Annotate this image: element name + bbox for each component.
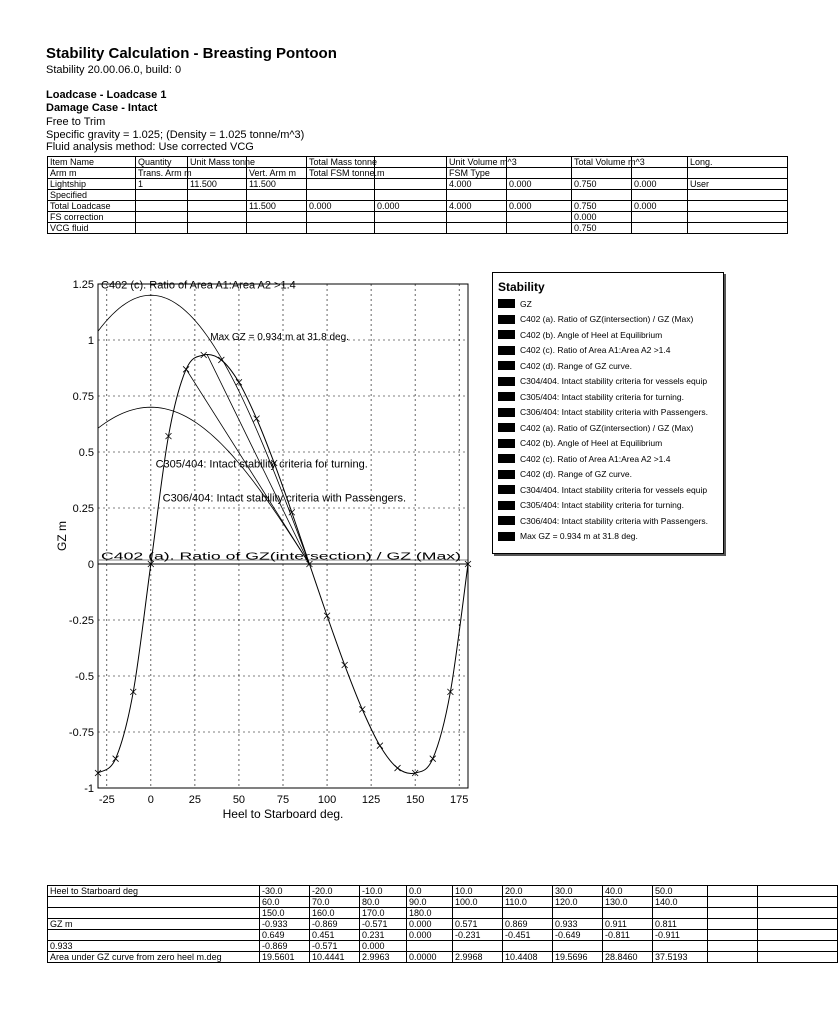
header-cell: [375, 168, 447, 179]
row-label: [48, 897, 260, 908]
legend-item: [498, 498, 723, 514]
gz-row: [48, 919, 838, 930]
chart-annotation: C305/404: Intact stability criteria for turning.: [155, 458, 368, 471]
legend-swatch: [498, 516, 515, 525]
table-cell: [653, 941, 708, 952]
table-cell: [758, 941, 838, 952]
header-cell: Item Name: [48, 157, 136, 168]
table-cell: 160.0: [310, 908, 360, 919]
table-cell: [688, 190, 788, 201]
table-cell: [708, 930, 758, 941]
row-label: GZ m: [48, 919, 260, 930]
gz-point-marker: [342, 662, 348, 668]
table-cell: [188, 201, 247, 212]
table-cell: 30.0: [553, 886, 603, 897]
header-cell: Total Volume m^3: [572, 157, 632, 168]
table-cell: [247, 190, 307, 201]
table-cell: [708, 886, 758, 897]
table-cell: [758, 886, 838, 897]
table-cell: 2.9963: [360, 952, 407, 963]
trim-text: Free to Trim: [46, 116, 106, 128]
legend-label: C305/404: Intact stability criteria for turning.: [520, 500, 684, 511]
x-tick-label: 50: [232, 794, 246, 806]
table-cell: 37.5193: [653, 952, 708, 963]
legend-item: [498, 358, 723, 374]
legend-item: [498, 436, 723, 452]
header-cell: Trans. Arm m: [136, 168, 188, 179]
y-tick-label: -0.75: [68, 727, 94, 739]
y-tick-label: -0.25: [68, 615, 94, 627]
table-cell: -10.0: [360, 886, 407, 897]
table-cell: 0.933: [553, 919, 603, 930]
header-cell: Vert. Arm m: [247, 168, 307, 179]
table-cell: [188, 223, 247, 234]
table-cell: 1: [136, 179, 188, 190]
legend-swatch: [498, 346, 515, 355]
table-cell: 0.000: [360, 941, 407, 952]
table-cell: 0.571: [453, 919, 503, 930]
y-tick-label: -1: [84, 783, 94, 795]
table-cell: 19.5696: [553, 952, 603, 963]
legend-swatch: [498, 423, 515, 432]
chart-legend: [492, 272, 724, 554]
x-tick-label: 125: [361, 794, 381, 806]
x-tick-label: 175: [450, 794, 469, 806]
table-cell: 70.0: [310, 897, 360, 908]
table-row: [48, 190, 788, 201]
table-cell: [632, 212, 688, 223]
table-cell: 50.0: [653, 886, 708, 897]
legend-item: [498, 296, 723, 312]
table-cell: 0.750: [572, 179, 632, 190]
table-cell: [375, 212, 447, 223]
y-axis-label: GZ m: [55, 521, 69, 551]
table-cell: [447, 223, 507, 234]
legend-swatch: [498, 361, 515, 370]
table-cell: 0.750: [572, 223, 632, 234]
heel-row: [48, 908, 838, 919]
table-cell: [136, 201, 188, 212]
loadcase-heading: Loadcase - Loadcase 1: [46, 89, 167, 101]
y-tick-label: 1: [87, 335, 94, 347]
gz-point-marker: [324, 613, 330, 619]
table-cell: 60.0: [260, 897, 310, 908]
table-cell: [136, 190, 188, 201]
table-cell: 0.000: [632, 179, 688, 190]
header-cell: Unit Mass tonne: [188, 157, 247, 168]
table-cell: -20.0: [310, 886, 360, 897]
damage-case-heading: Damage Case - Intact: [46, 102, 158, 114]
table-cell: [453, 941, 503, 952]
gz-table: [47, 885, 838, 963]
fluid-method-text: Fluid analysis method: Use corrected VCG: [46, 141, 254, 153]
legend-label: C305/404: Intact stability criteria for turning.: [520, 391, 684, 402]
legend-swatch: [498, 454, 515, 463]
table-cell: -0.451: [503, 930, 553, 941]
legend-swatch: [498, 392, 515, 401]
table-cell: 19.5601: [260, 952, 310, 963]
table-cell: 2.9968: [453, 952, 503, 963]
table-cell: -30.0: [260, 886, 310, 897]
table-cell: [708, 908, 758, 919]
table-cell: [632, 223, 688, 234]
table-cell: 0.0: [407, 886, 453, 897]
legend-item: [498, 327, 723, 343]
table-cell: -0.811: [603, 930, 653, 941]
table-cell: 10.4441: [310, 952, 360, 963]
table-cell: -0.911: [653, 930, 708, 941]
table-cell: [247, 223, 307, 234]
table-row: [48, 179, 788, 190]
legend-label: C402 (a). Ratio of GZ(intersection) / GZ (Max): [520, 422, 694, 433]
table-cell: 40.0: [603, 886, 653, 897]
legend-item: [498, 405, 723, 421]
table-cell: 170.0: [360, 908, 407, 919]
table-cell: 0.869: [503, 919, 553, 930]
table-cell: -0.571: [310, 941, 360, 952]
table-cell: [688, 212, 788, 223]
row-label: Heel to Starboard deg: [48, 886, 260, 897]
load-table-header-row: [48, 157, 788, 168]
table-cell: [708, 952, 758, 963]
legend-swatch: [498, 532, 515, 541]
header-cell: [572, 168, 632, 179]
legend-label: C402 (c). Ratio of Area A1:Area A2 >1.4: [520, 453, 671, 464]
x-tick-label: 25: [188, 794, 202, 806]
chart-annotation: C306/404: Intact stability criteria with Passengers.: [162, 492, 407, 505]
legend-label: C304/404. Intact stability criteria for vessels equip: [520, 376, 708, 387]
legend-item: [498, 467, 723, 483]
legend-label: C306/404: Intact stability criteria with Passengers.: [520, 407, 709, 418]
legend-label: C402 (a). Ratio of GZ(intersection) / GZ (Max): [520, 314, 694, 325]
legend-label: C306/404: Intact stability criteria with Passengers.: [520, 515, 709, 526]
table-cell: [453, 908, 503, 919]
legend-swatch: [498, 470, 515, 479]
header-cell: [632, 168, 688, 179]
legend-item: [498, 513, 723, 529]
table-cell: 4.000: [447, 201, 507, 212]
header-cell: [507, 168, 572, 179]
area-row: [48, 952, 838, 963]
table-cell: [375, 190, 447, 201]
table-cell: 0.000: [632, 201, 688, 212]
legend-item: [498, 389, 723, 405]
table-cell: [507, 190, 572, 201]
table-cell: [136, 212, 188, 223]
legend-swatch: [498, 377, 515, 386]
table-cell: [758, 919, 838, 930]
gz-point-marker: [395, 765, 401, 771]
table-cell: FS correction: [48, 212, 136, 223]
x-tick-label: 150: [405, 794, 425, 806]
header-cell: Quantity: [136, 157, 188, 168]
table-cell: [507, 223, 572, 234]
gz-point-marker: [377, 743, 383, 749]
table-row: [48, 212, 788, 223]
header-cell: FSM Type: [447, 168, 507, 179]
legend-swatch: [498, 408, 515, 417]
legend-item: [498, 343, 723, 359]
header-cell: Total Mass tonne: [307, 157, 375, 168]
table-cell: 0.750: [572, 201, 632, 212]
table-cell: User: [688, 179, 788, 190]
table-cell: 180.0: [407, 908, 453, 919]
table-cell: 0.649: [260, 930, 310, 941]
table-cell: [603, 941, 653, 952]
table-cell: [307, 223, 375, 234]
table-cell: 110.0: [503, 897, 553, 908]
legend-item: [498, 451, 723, 467]
row-label: 0.933: [48, 941, 260, 952]
table-cell: [407, 941, 453, 952]
header-cell: [188, 168, 247, 179]
table-cell: [188, 212, 247, 223]
y-tick-label: 0.5: [78, 447, 94, 459]
table-cell: 0.000: [507, 179, 572, 190]
legend-item: [498, 374, 723, 390]
table-cell: 0.0000: [407, 952, 453, 963]
x-tick-label: 0: [147, 794, 154, 806]
table-cell: [688, 223, 788, 234]
table-cell: 11.500: [247, 201, 307, 212]
gz-point-marker: [359, 706, 365, 712]
table-cell: [553, 941, 603, 952]
table-cell: 0.811: [653, 919, 708, 930]
table-cell: 4.000: [447, 179, 507, 190]
table-cell: [653, 908, 708, 919]
x-tick-label: 75: [276, 794, 290, 806]
legend-item: [498, 312, 723, 328]
heel-row: [48, 897, 838, 908]
header-cell: [375, 157, 447, 168]
table-cell: -0.933: [260, 919, 310, 930]
y-tick-label: 0: [87, 559, 94, 571]
table-cell: 0.000: [407, 930, 453, 941]
header-cell: Arm m: [48, 168, 136, 179]
legend-label: C402 (c). Ratio of Area A1:Area A2 >1.4: [520, 345, 671, 356]
load-table: [47, 156, 788, 234]
table-cell: 0.000: [507, 201, 572, 212]
legend-label: C402 (b). Angle of Heel at Equilibrium: [520, 329, 663, 340]
table-cell: [758, 897, 838, 908]
table-cell: Specified: [48, 190, 136, 201]
x-tick-label: 100: [317, 794, 337, 806]
table-cell: -0.649: [553, 930, 603, 941]
report-subtitle: Stability 20.00.06.0, build: 0: [46, 64, 182, 76]
table-cell: [708, 919, 758, 930]
table-cell: [503, 908, 553, 919]
gz-row: [48, 941, 838, 952]
header-cell: Unit Volume m^3: [447, 157, 507, 168]
table-cell: [758, 930, 838, 941]
table-cell: -0.571: [360, 919, 407, 930]
table-cell: [708, 941, 758, 952]
legend-swatch: [498, 485, 515, 494]
table-cell: -0.869: [260, 941, 310, 952]
table-row: [48, 201, 788, 212]
table-cell: 10.4408: [503, 952, 553, 963]
legend-swatch: [498, 439, 515, 448]
row-label: Area under GZ curve from zero heel m.deg: [48, 952, 260, 963]
table-cell: 100.0: [453, 897, 503, 908]
table-cell: [375, 179, 447, 190]
y-tick-label: -0.5: [75, 671, 94, 683]
table-cell: [603, 908, 653, 919]
legend-swatch: [498, 299, 515, 308]
table-cell: 150.0: [260, 908, 310, 919]
table-cell: [708, 897, 758, 908]
table-cell: 11.500: [247, 179, 307, 190]
header-cell: [247, 157, 307, 168]
table-row: [48, 223, 788, 234]
table-cell: 0.000: [375, 201, 447, 212]
table-cell: 0.000: [307, 201, 375, 212]
legend-item: [498, 420, 723, 436]
table-cell: 10.0: [453, 886, 503, 897]
gz-point-marker: [254, 416, 260, 422]
table-cell: [503, 941, 553, 952]
table-cell: 140.0: [653, 897, 708, 908]
table-cell: [632, 190, 688, 201]
gz-chart: [40, 268, 480, 828]
chart-annotation: C402 (c). Ratio of Area A1:Area A2 >1.4: [101, 279, 296, 292]
table-cell: VCG fluid: [48, 223, 136, 234]
report-title: Stability Calculation - Breasting Pontoon: [46, 45, 337, 62]
table-cell: 90.0: [407, 897, 453, 908]
table-cell: 20.0: [503, 886, 553, 897]
header-cell: [688, 168, 788, 179]
row-label: [48, 930, 260, 941]
row-label: [48, 908, 260, 919]
table-cell: 0.231: [360, 930, 407, 941]
table-cell: 0.911: [603, 919, 653, 930]
chart-annotation: Max GZ = 0.934 m at 31.8 deg.: [210, 332, 349, 343]
table-cell: [307, 190, 375, 201]
legend-label: C402 (d). Range of GZ curve.: [520, 360, 632, 371]
gz-point-marker: [430, 756, 436, 762]
table-cell: -0.231: [453, 930, 503, 941]
table-cell: [307, 179, 375, 190]
table-cell: [758, 952, 838, 963]
y-tick-label: 0.25: [72, 503, 94, 515]
legend-title: Stability: [498, 280, 545, 294]
table-cell: 0.451: [310, 930, 360, 941]
table-cell: [553, 908, 603, 919]
heel-row: [48, 886, 838, 897]
table-cell: [247, 212, 307, 223]
table-cell: -0.869: [310, 919, 360, 930]
legend-swatch: [498, 315, 515, 324]
legend-label: Max GZ = 0.934 m at 31.8 deg.: [520, 531, 638, 542]
legend-label: GZ: [520, 298, 532, 309]
header-cell: Total FSM tonne.m: [307, 168, 375, 179]
chart-annotation: C402 (a). Ratio of GZ(intersection) / GZ (Max): [101, 551, 461, 563]
legend-label: C304/404. Intact stability criteria for vessels equip: [520, 484, 708, 495]
load-table-header-row: [48, 168, 788, 179]
criteria-curve: [98, 407, 309, 564]
table-cell: [447, 212, 507, 223]
gravity-text: Specific gravity = 1.025; (Density = 1.025 tonne/m^3): [46, 129, 305, 141]
table-cell: 80.0: [360, 897, 407, 908]
legend-item: [498, 529, 723, 545]
header-cell: Long.: [688, 157, 788, 168]
table-cell: 0.000: [572, 212, 632, 223]
y-tick-label: 1.25: [72, 279, 94, 291]
legend-label: C402 (b). Angle of Heel at Equilibrium: [520, 438, 663, 449]
table-cell: 0.000: [407, 919, 453, 930]
table-cell: Total Loadcase: [48, 201, 136, 212]
table-cell: 11.500: [188, 179, 247, 190]
x-axis-label: Heel to Starboard deg.: [222, 807, 344, 821]
table-cell: [572, 190, 632, 201]
table-cell: [375, 223, 447, 234]
gz-point-marker: [113, 756, 119, 762]
table-cell: [447, 190, 507, 201]
table-cell: 28.8460: [603, 952, 653, 963]
legend-swatch: [498, 330, 515, 339]
table-cell: [188, 190, 247, 201]
table-cell: 130.0: [603, 897, 653, 908]
gz-row: [48, 930, 838, 941]
table-cell: [307, 212, 375, 223]
table-cell: [758, 908, 838, 919]
table-cell: [688, 201, 788, 212]
table-cell: [507, 212, 572, 223]
y-tick-label: 0.75: [72, 391, 94, 403]
legend-label: C402 (d). Range of GZ curve.: [520, 469, 632, 480]
table-cell: [136, 223, 188, 234]
legend-item: [498, 482, 723, 498]
table-cell: 120.0: [553, 897, 603, 908]
table-cell: Lightship: [48, 179, 136, 190]
x-tick-label: -25: [98, 794, 115, 806]
legend-swatch: [498, 501, 515, 510]
